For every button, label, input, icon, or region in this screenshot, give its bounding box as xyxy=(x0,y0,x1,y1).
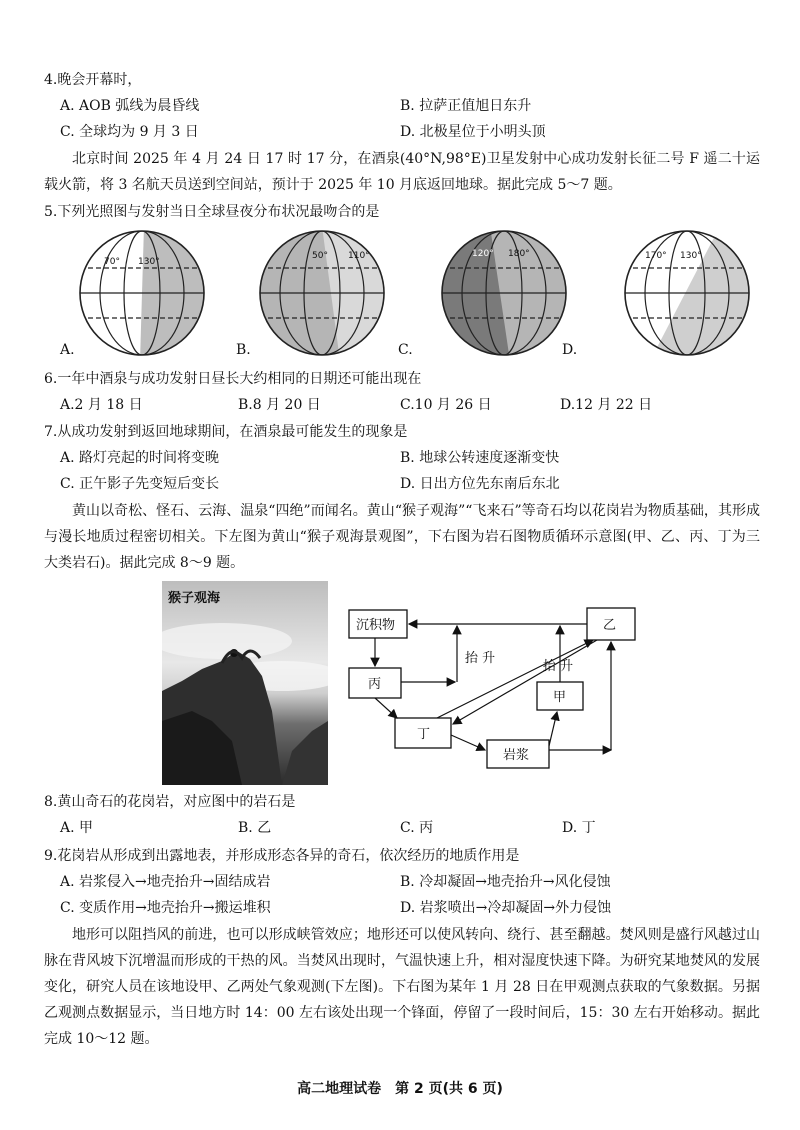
q5-option-d: D. xyxy=(562,342,578,358)
globe-d-lon2: 130° xyxy=(680,251,702,261)
q6-option-c: C.10 月 26 日 xyxy=(400,397,492,413)
photo-title: 猴子观海 xyxy=(168,591,221,606)
globe-c-lon2: 180° xyxy=(508,249,530,259)
q7-option-d: D. 日出方位先东南后东北 xyxy=(400,476,560,492)
q9-option-b: B. 冷却凝固→地壳抬升→风化侵蚀 xyxy=(400,874,611,890)
q8-stem: 8.黄山奇石的花岗岩，对应图中的岩石是 xyxy=(44,794,296,810)
globe-a xyxy=(80,226,210,361)
q5-option-c: C. xyxy=(398,342,413,358)
globe-d-lon1: 170° xyxy=(645,251,667,261)
label-jia: 甲 xyxy=(553,690,567,705)
rock-cycle-diagram xyxy=(345,600,645,780)
globe-d xyxy=(625,226,760,361)
q6-option-a: A.2 月 18 日 xyxy=(60,397,143,413)
q7-option-b: B. 地球公转速度逐渐变快 xyxy=(400,450,560,466)
q7-option-a: A. 路灯亮起的时间将变晚 xyxy=(60,450,220,466)
q6-stem: 6.一年中酒泉与成功发射日昼长大约相同的日期还可能出现在 xyxy=(44,371,422,387)
globe-a-lon1: 70° xyxy=(104,257,120,267)
q8-option-d: D. 丁 xyxy=(562,820,596,836)
monkey-watching-sea-photo xyxy=(162,581,328,785)
intro-5-7: 北京时间 2025 年 4 月 24 日 17 时 17 分，在酒泉(40°N,98°E)卫星发射中心成功发射长征二号 F 遥二十运载火箭，将 3 名航天员送到空间站，预计于 2025 年 10 月底返回地球。据此完成 5～7 题。 xyxy=(44,151,760,193)
q4-stem: 4.晚会开幕时， xyxy=(44,72,142,88)
label-uplift-2: 抬 升 xyxy=(543,659,574,674)
globe-c xyxy=(440,226,570,361)
q5-stem: 5.下列光照图与发射当日全球昼夜分布状况最吻合的是 xyxy=(44,204,380,220)
q4-option-d: D. 北极星位于小明头顶 xyxy=(400,124,546,140)
label-bing: 丙 xyxy=(368,677,382,692)
q7-stem: 7.从成功发射到返回地球期间，在酒泉最可能发生的现象是 xyxy=(44,424,408,440)
q5-option-b: B. xyxy=(236,342,251,358)
q5-option-a: A. xyxy=(60,342,75,358)
photo-scenery xyxy=(162,581,328,785)
q9-stem: 9.花岗岩从形成到出露地表，并形成形态各异的奇石，依次经历的地质作用是 xyxy=(44,848,520,864)
q4-option-a: A. AOB 弧线为晨昏线 xyxy=(60,98,200,114)
q9-option-c: C. 变质作用→地壳抬升→搬运堆积 xyxy=(60,900,271,916)
q6-option-d: D.12 月 22 日 xyxy=(560,397,653,413)
globe-c-lon1: 120° xyxy=(472,249,494,259)
q9-option-d: D. 岩浆喷出→冷却凝固→外力侵蚀 xyxy=(400,900,612,916)
page-footer: 高二地理试卷 第 2 页(共 6 页) xyxy=(297,1081,503,1097)
q9-option-a: A. 岩浆侵入→地壳抬升→固结成岩 xyxy=(60,874,271,890)
label-uplift-1: 抬 升 xyxy=(465,651,496,666)
q7-option-c: C. 正午影子先变短后变长 xyxy=(60,476,220,492)
globe-b-lon1: 50° xyxy=(312,251,328,261)
intro-8-9: 黄山以奇松、怪石、云海、温泉“四绝”而闻名。黄山“猴子观海”“飞来石”等奇石均以花岗岩为物质基础，其形成与漫长地质过程密切相关。下左图为黄山“猴子观海景观图”，下右图为岩石图物质循环示意图(甲、乙、丙、丁为三大类岩石)。据此完成 8～9 题。 xyxy=(44,503,760,571)
globe-b-lon2: 110° xyxy=(348,251,370,261)
globe-b xyxy=(258,226,390,361)
label-ding: 丁 xyxy=(417,727,431,742)
q8-option-c: C. 丙 xyxy=(400,820,434,836)
intro-10-12: 地形可以阻挡风的前进，也可以形成峡管效应；地形还可以使风转向、绕行、甚至翻越。焚风则是盛行风越过山脉在背风坡下沉增温而形成的干热的风。当焚风出现时，气温快速上升，相对湿度快速下降。为研究某地焚风的发展变化，研究人员在该地设甲、乙两处气象观测(下左图)。下右图为某年 1 月 28 日在甲观测点获取的气象数据。另据乙观测点数据显示，当日地方时 14：00 左右该处出现一个锋面，停留了一段时间后，15：30 左右开始移动。据此完成 10～12 题。 xyxy=(44,927,760,1047)
label-magma: 岩浆 xyxy=(503,748,530,763)
q4-option-c: C. 全球均为 9 月 3 日 xyxy=(60,124,199,140)
q8-option-b: B. 乙 xyxy=(238,820,272,836)
q6-option-b: B.8 月 20 日 xyxy=(238,397,321,413)
globe-a-lon2: 130° xyxy=(138,257,160,267)
q8-option-a: A. 甲 xyxy=(60,820,94,836)
q4-option-b: B. 拉萨正值旭日东升 xyxy=(400,98,532,114)
label-yi: 乙 xyxy=(603,618,617,633)
label-sediment: 沉积物 xyxy=(356,618,396,633)
